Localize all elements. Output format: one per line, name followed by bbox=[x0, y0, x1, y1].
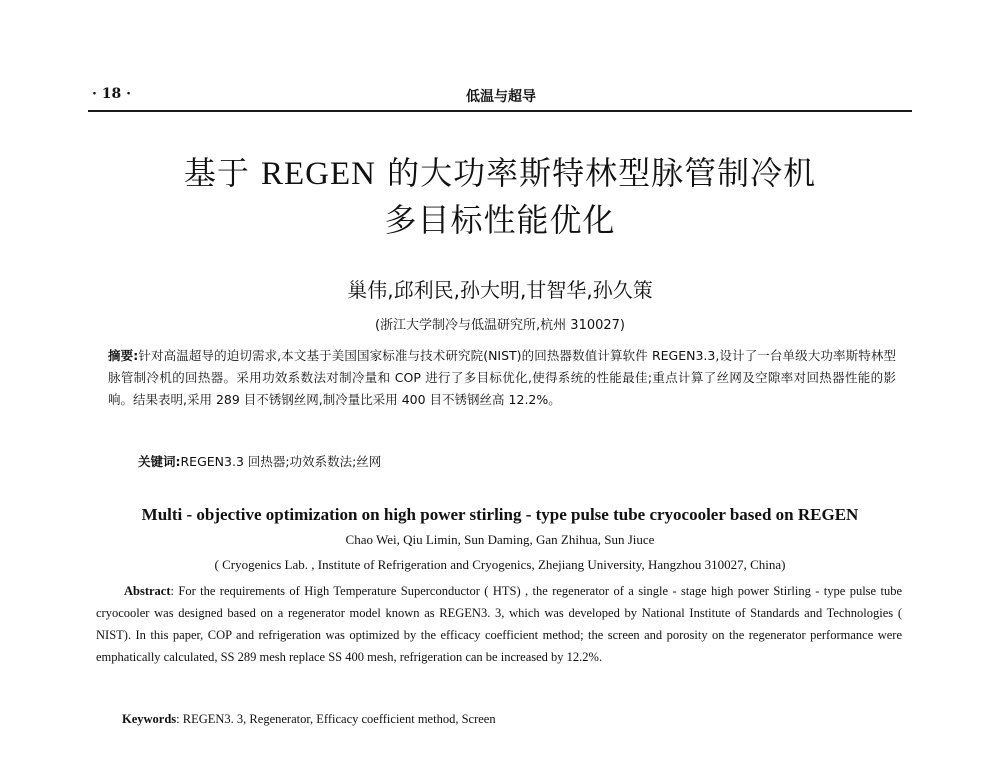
chinese-keywords-text: REGEN3.3 回热器;功效系数法;丝网 bbox=[180, 454, 382, 469]
chinese-abstract bbox=[108, 345, 896, 411]
chinese-title-line-2: 多目标性能优化 bbox=[384, 201, 616, 239]
chinese-title-line-1: 基于 REGEN 的大功率斯特林型脉管制冷机 bbox=[183, 154, 817, 192]
chinese-keywords bbox=[138, 451, 898, 473]
chinese-affiliation: (浙江大学制冷与低温研究所,杭州 310027) bbox=[374, 318, 626, 333]
english-abstract-text: : For the requirements of High Temperature Superconductor ( HTS) , the regenerator of a single - stage high power Stirling - type pulse tube cryocooler was designed based on a regenerator model known as REGEN3. 3, which was developed by National Institute of Standards and Technologies ( NIST). In this paper, COP and refrigeration was optimized by the efficacy coefficient method; the screen and porosity on the regenerator performance were emphatically calculated, SS 289 mesh replace SS 400 mesh, refrigeration can be increased by 12.2%. bbox=[96, 584, 902, 664]
english-authors: Chao Wei, Qiu Limin, Sun Daming, Gan Zhihua, Sun Jiuce bbox=[345, 532, 655, 547]
english-affiliation: ( Cryogenics Lab. , Institute of Refrigeration and Cryogenics, Zhejiang University, Hangzhou 310027, China) bbox=[214, 557, 786, 572]
chinese-authors: 巢伟,邱利民,孙大明,甘智华,孙久策 bbox=[347, 278, 653, 302]
english-keywords bbox=[122, 708, 902, 730]
english-title: Multi - objective optimization on high power stirling - type pulse tube cryocooler based on REGEN bbox=[141, 505, 859, 524]
english-keywords-label: Keywords bbox=[122, 712, 177, 726]
running-header bbox=[92, 86, 910, 108]
chinese-abstract-label: 摘要: bbox=[108, 348, 139, 363]
journal-name: 低温与超导 bbox=[466, 89, 536, 105]
chinese-abstract-text: 针对高温超导的迫切需求,本文基于美国国家标准与技术研究院(NIST)的回热器数值计算软件 REGEN3.3,设计了一台单级大功率斯特林型脉管制冷机的回热器。采用功效系数法对制冷量和 COP 进行了多目标优化,使得系统的性能最佳;重点计算了丝网及空隙率对回热器性能的影响。结果表明,采用 289 目不锈钢丝网,制冷量比采用 400 目不锈钢丝高 12.2%。 bbox=[108, 348, 897, 407]
english-keywords-text: : REGEN3. 3, Regenerator, Efficacy coefficient method, Screen bbox=[176, 712, 496, 726]
page-number: · 18 · bbox=[92, 86, 131, 102]
header-rule bbox=[88, 110, 912, 112]
chinese-keywords-label: 关键词: bbox=[138, 454, 181, 469]
english-abstract-label: Abstract bbox=[124, 584, 171, 598]
chinese-title bbox=[80, 150, 920, 243]
english-abstract bbox=[96, 580, 902, 668]
